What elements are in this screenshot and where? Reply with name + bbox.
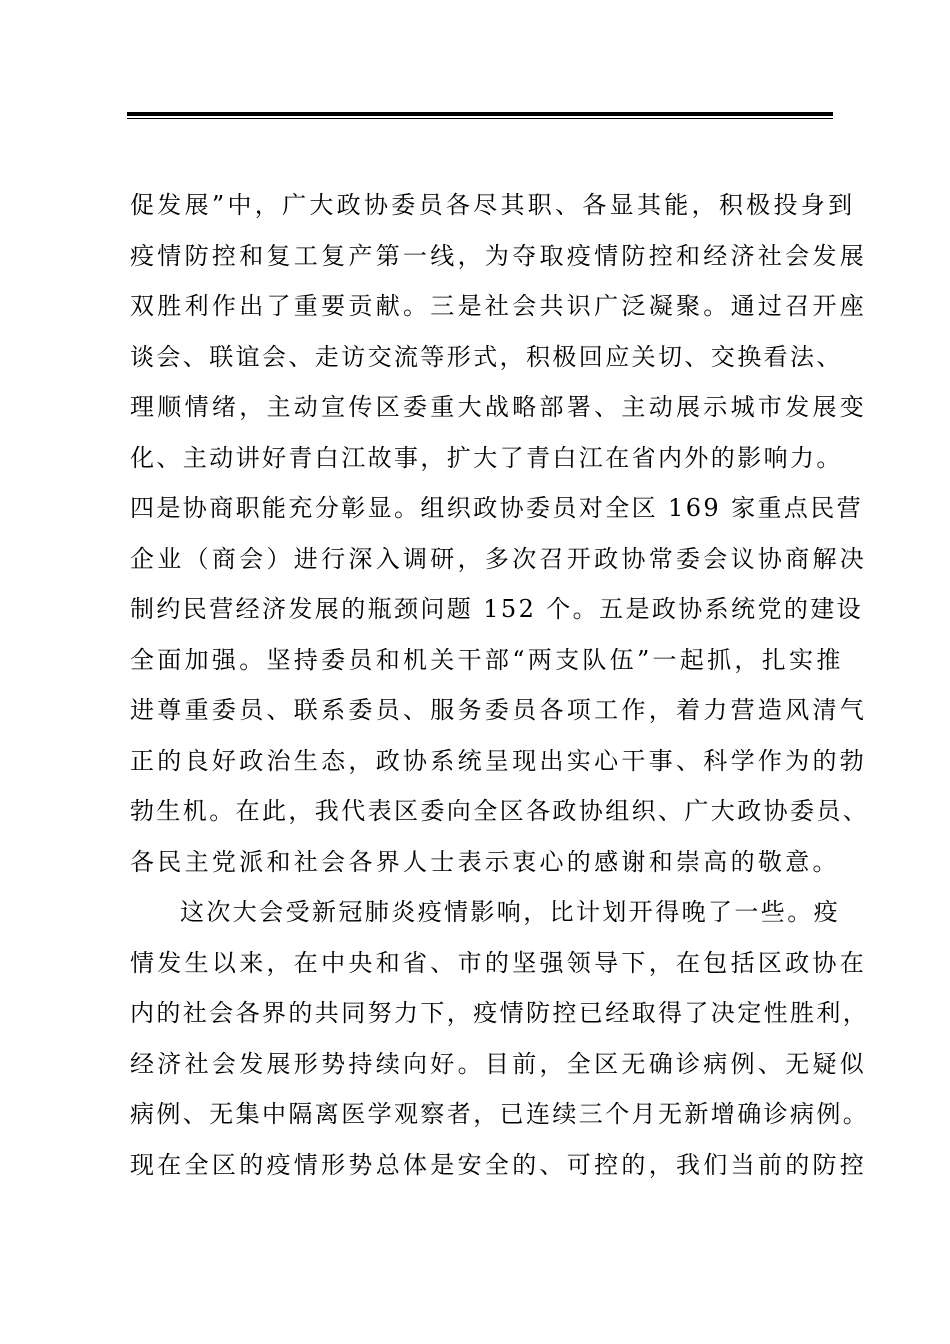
text-line: 全面加强。坚持委员和机关干部“两支队伍”一起抓，扎实推 (130, 645, 844, 674)
text-line: 现在全区的疫情形势总体是安全的、可控的，我们当前的防控 (130, 1150, 868, 1179)
text-line: 制约民营经济发展的瓶颈问题 152 个。五是政协系统党的建设 (130, 595, 864, 623)
text-line: 勃生机。在此，我代表区委向全区各政协组织、广大政协委员、 (130, 797, 870, 825)
text-line: 企业（商会）进行深入调研，多次召开政协常委会议协商解决 (130, 544, 868, 573)
text-line: 正的良好政治生态，政协系统呈现出实心干事、科学作为的勃 (130, 746, 868, 775)
text-line: 谈会、联谊会、走访交流等形式，积极回应关切、交换看法、 (130, 342, 843, 371)
text-line: 病例、无集中隔离医学观察者，已连续三个月无新增确诊病例。 (130, 1100, 870, 1128)
text-line: 情发生以来，在中央和省、市的坚强领导下，在包括区政协在 (130, 948, 868, 977)
header-double-rule (127, 112, 833, 119)
paragraph-first-line: 这次大会受新冠肺炎疫情影响，比计划开得晚了一些。疫 (180, 898, 840, 926)
text-line: 双胜利作出了重要贡献。三是社会共识广泛凝聚。通过召开座 (130, 292, 868, 320)
text-line: 进尊重委员、联系委员、服务委员各项工作，着力营造风清气 (130, 696, 868, 724)
text-line: 经济社会发展形势持续向好。目前，全区无确诊病例、无疑似 (130, 1049, 868, 1078)
text-line: 理顺情绪，主动宣传区委重大战略部署、主动展示城市发展变 (130, 393, 868, 421)
text-line: 四是协商职能充分彰显。组织政协委员对全区 169 家重点民营 (130, 494, 864, 522)
text-line: 疫情防控和复工复产第一线，为夺取疫情防控和经济社会发展 (130, 241, 868, 270)
text-line: 化、主动讲好青白江故事，扩大了青白江在省内外的影响力。 (130, 443, 843, 472)
text-line: 促发展”中，广大政协委员各尽其职、各显其能，积极投身到 (130, 191, 856, 219)
text-line: 各民主党派和社会各界人士表示衷心的感谢和崇高的敬意。 (130, 847, 840, 876)
body-text (130, 180, 870, 1190)
header-rule-thin (127, 118, 833, 119)
text-line: 内的社会各界的共同努力下，疫情防控已经取得了决定性胜利， (130, 999, 870, 1027)
